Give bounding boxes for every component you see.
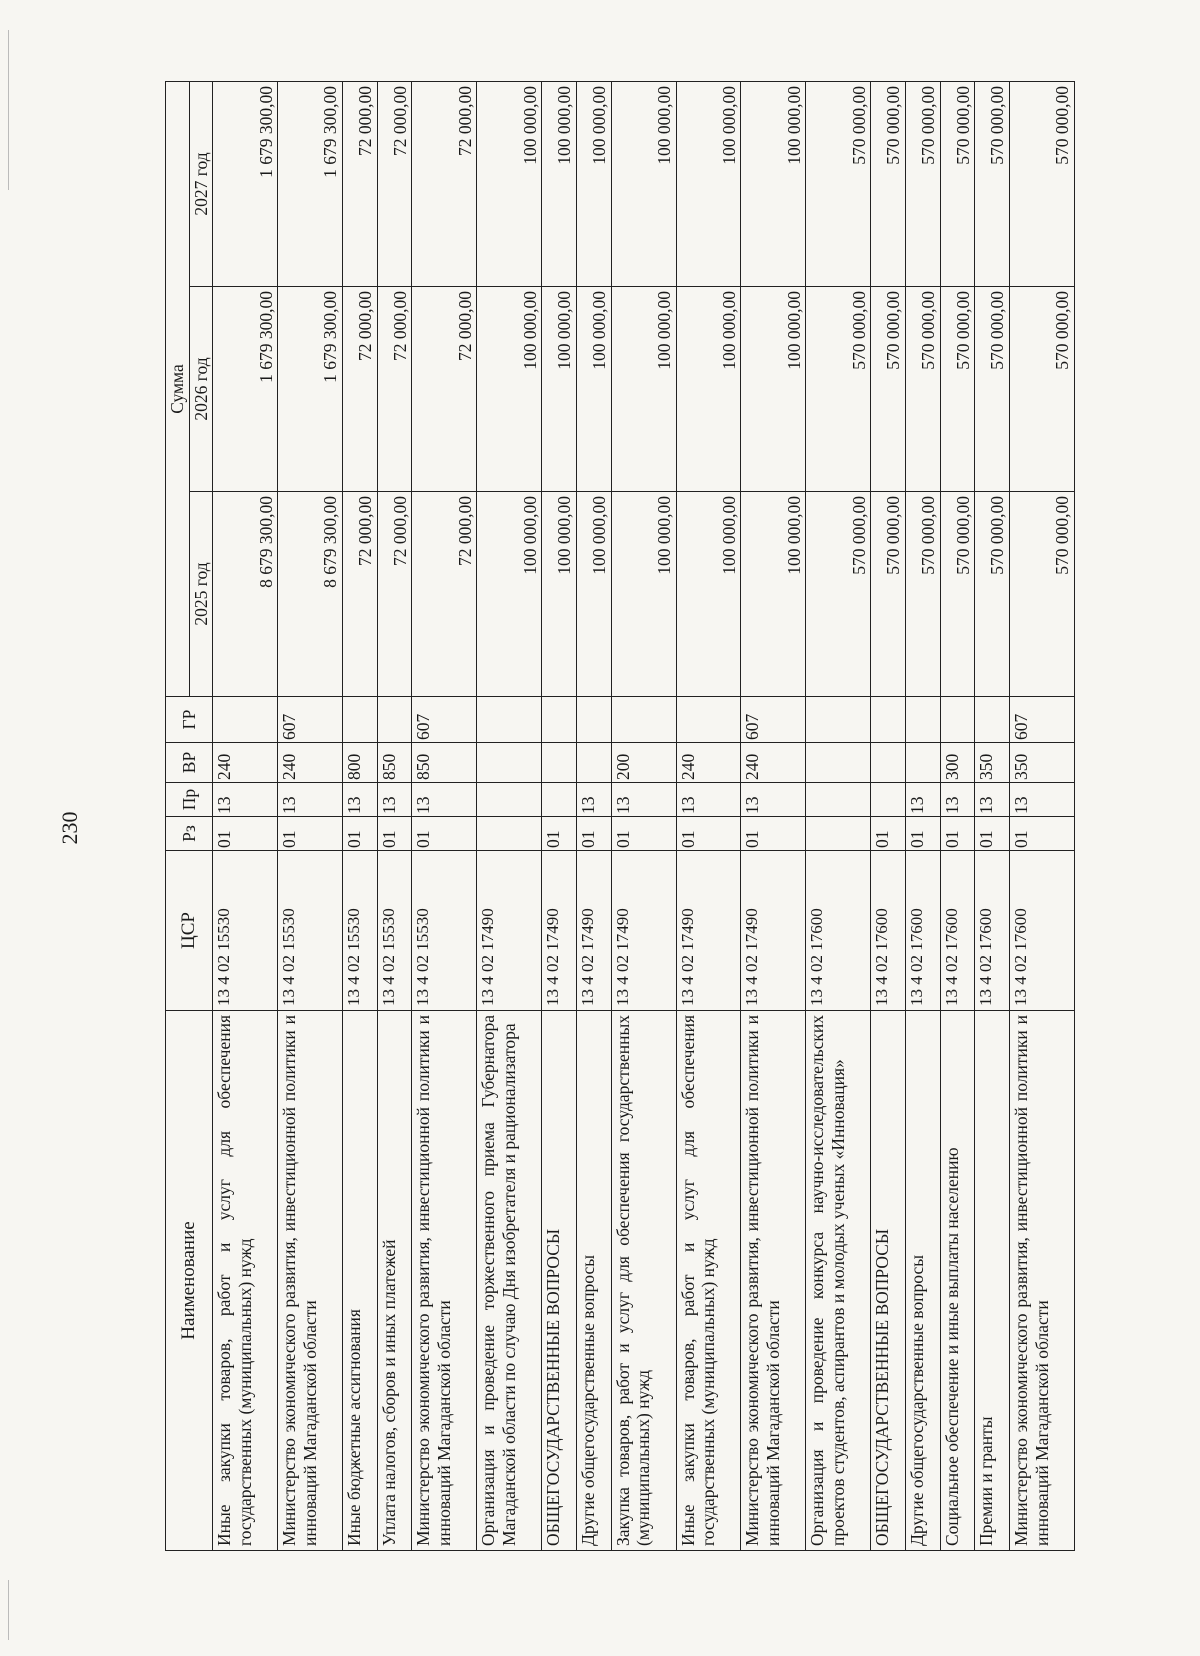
row-vr: 300 <box>940 743 975 783</box>
row-vr <box>905 743 940 783</box>
row-name: Другие общегосударственные вопросы <box>576 1011 611 1551</box>
row-vr: 200 <box>611 743 676 783</box>
row-amount-2025: 570 000,00 <box>1009 492 1074 697</box>
row-rz: 01 <box>542 817 577 851</box>
row-amount-2025: 570 000,00 <box>871 492 906 697</box>
row-amount-2027: 570 000,00 <box>975 81 1010 286</box>
table-row <box>278 81 343 1550</box>
header-csr: ЦСР <box>166 851 213 1011</box>
header-2026: 2026 год <box>189 287 213 492</box>
row-pr <box>871 783 906 817</box>
row-amount-2027: 100 000,00 <box>676 81 741 286</box>
row-gr <box>940 697 975 743</box>
row-amount-2026: 570 000,00 <box>905 287 940 492</box>
row-rz: 01 <box>940 817 975 851</box>
row-gr <box>676 697 741 743</box>
row-vr <box>477 743 542 783</box>
row-name: ОБЩЕГОСУДАРСТВЕННЫЕ ВОПРОСЫ <box>871 1011 906 1551</box>
row-csr: 13 4 02 17490 <box>611 851 676 1011</box>
row-amount-2025: 100 000,00 <box>477 492 542 697</box>
row-vr <box>806 743 871 783</box>
row-vr: 800 <box>343 743 378 783</box>
row-gr <box>477 697 542 743</box>
table-row <box>940 81 975 1550</box>
row-rz: 01 <box>975 817 1010 851</box>
row-vr: 240 <box>676 743 741 783</box>
header-gr: ГР <box>166 697 213 743</box>
row-amount-2025: 570 000,00 <box>940 492 975 697</box>
row-rz: 01 <box>905 817 940 851</box>
row-amount-2026: 1 679 300,00 <box>213 287 278 492</box>
row-vr: 850 <box>412 743 477 783</box>
row-name: Министерство экономического развития, инвестиционной политики и инноваций Магаданской области <box>1009 1011 1074 1551</box>
row-pr: 13 <box>278 783 343 817</box>
row-gr: 607 <box>278 697 343 743</box>
row-pr: 13 <box>213 783 278 817</box>
row-amount-2026: 570 000,00 <box>1009 287 1074 492</box>
row-gr <box>871 697 906 743</box>
row-vr: 240 <box>278 743 343 783</box>
row-pr: 13 <box>576 783 611 817</box>
row-amount-2026: 100 000,00 <box>477 287 542 492</box>
row-gr <box>975 697 1010 743</box>
row-amount-2026: 100 000,00 <box>611 287 676 492</box>
row-rz: 01 <box>676 817 741 851</box>
row-gr <box>377 697 412 743</box>
table-row <box>542 81 577 1550</box>
header-row <box>166 81 190 1550</box>
row-amount-2025: 72 000,00 <box>343 492 378 697</box>
row-vr: 240 <box>213 743 278 783</box>
header-rz: Рз <box>166 817 213 851</box>
scan-edge <box>8 30 9 190</box>
row-amount-2025: 570 000,00 <box>975 492 1010 697</box>
row-rz: 01 <box>1009 817 1074 851</box>
row-name: Организация и проведение конкурса научно-исследовательских проектов студентов, аспирантов и молодых ученых «Инновация» <box>806 1011 871 1551</box>
row-amount-2026: 570 000,00 <box>940 287 975 492</box>
row-name: Министерство экономического развития, инвестиционной политики и инноваций Магаданской области <box>278 1011 343 1551</box>
row-amount-2026: 100 000,00 <box>741 287 806 492</box>
row-amount-2027: 100 000,00 <box>477 81 542 286</box>
row-vr <box>542 743 577 783</box>
row-name: ОБЩЕГОСУДАРСТВЕННЫЕ ВОПРОСЫ <box>542 1011 577 1551</box>
table-row <box>806 81 871 1550</box>
row-gr <box>806 697 871 743</box>
row-gr <box>213 697 278 743</box>
row-pr: 13 <box>676 783 741 817</box>
table-row <box>611 81 676 1550</box>
row-name: Иные бюджетные ассигнования <box>343 1011 378 1551</box>
table-row <box>676 81 741 1550</box>
header-vr: ВР <box>166 743 213 783</box>
row-csr: 13 4 02 17600 <box>940 851 975 1011</box>
table-row <box>975 81 1010 1550</box>
row-amount-2025: 100 000,00 <box>676 492 741 697</box>
row-csr: 13 4 02 17600 <box>871 851 906 1011</box>
row-amount-2025: 100 000,00 <box>741 492 806 697</box>
row-rz <box>477 817 542 851</box>
row-amount-2026: 100 000,00 <box>542 287 577 492</box>
row-amount-2025: 100 000,00 <box>576 492 611 697</box>
row-amount-2027: 100 000,00 <box>542 81 577 286</box>
page-number: 230 <box>57 811 82 845</box>
row-csr: 13 4 02 17490 <box>542 851 577 1011</box>
table-row <box>871 81 906 1550</box>
row-rz: 01 <box>412 817 477 851</box>
table-body <box>213 81 1075 1550</box>
row-name: Иные закупки товаров, работ и услуг для обеспечения государственных (муниципальных) нужд <box>213 1011 278 1551</box>
row-amount-2027: 1 679 300,00 <box>213 81 278 286</box>
row-amount-2027: 1 679 300,00 <box>278 81 343 286</box>
row-amount-2026: 100 000,00 <box>576 287 611 492</box>
table-row <box>905 81 940 1550</box>
row-csr: 13 4 02 15530 <box>278 851 343 1011</box>
row-csr: 13 4 02 15530 <box>412 851 477 1011</box>
row-vr: 350 <box>975 743 1010 783</box>
row-gr <box>576 697 611 743</box>
row-gr: 607 <box>412 697 477 743</box>
row-name: Иные закупки товаров, работ и услуг для обеспечения государственных (муниципальных) нужд <box>676 1011 741 1551</box>
row-amount-2025: 570 000,00 <box>905 492 940 697</box>
row-amount-2025: 8 679 300,00 <box>213 492 278 697</box>
row-amount-2027: 570 000,00 <box>806 81 871 286</box>
row-amount-2026: 570 000,00 <box>871 287 906 492</box>
row-vr <box>871 743 906 783</box>
row-vr: 240 <box>741 743 806 783</box>
row-vr: 850 <box>377 743 412 783</box>
row-pr: 13 <box>343 783 378 817</box>
row-gr: 607 <box>1009 697 1074 743</box>
row-csr: 13 4 02 17600 <box>975 851 1010 1011</box>
row-csr: 13 4 02 15530 <box>213 851 278 1011</box>
row-vr <box>576 743 611 783</box>
row-amount-2027: 72 000,00 <box>343 81 378 286</box>
row-rz: 01 <box>377 817 412 851</box>
row-csr: 13 4 02 17490 <box>477 851 542 1011</box>
row-rz <box>806 817 871 851</box>
row-amount-2025: 72 000,00 <box>377 492 412 697</box>
row-name: Уплата налогов, сборов и иных платежей <box>377 1011 412 1551</box>
row-rz: 01 <box>576 817 611 851</box>
header-sum: Сумма <box>166 81 190 696</box>
row-amount-2027: 100 000,00 <box>611 81 676 286</box>
header-pr: Пр <box>166 783 213 817</box>
row-rz: 01 <box>343 817 378 851</box>
row-gr <box>343 697 378 743</box>
table-row <box>1009 81 1074 1550</box>
header-2027: 2027 год <box>189 81 213 286</box>
row-csr: 13 4 02 17490 <box>676 851 741 1011</box>
row-gr: 607 <box>741 697 806 743</box>
budget-table <box>165 81 1075 1551</box>
row-pr <box>806 783 871 817</box>
scan-edge <box>8 1580 9 1640</box>
header-2025: 2025 год <box>189 492 213 697</box>
row-amount-2026: 72 000,00 <box>377 287 412 492</box>
row-rz: 01 <box>741 817 806 851</box>
table-row <box>343 81 378 1550</box>
table-row <box>741 81 806 1550</box>
row-amount-2026: 570 000,00 <box>975 287 1010 492</box>
row-amount-2027: 570 000,00 <box>871 81 906 286</box>
row-name: Организация и проведение торжественного приема Губернатора Магаданской области по случаю Дня изобретателя и рационализатора <box>477 1011 542 1551</box>
row-rz: 01 <box>611 817 676 851</box>
table-row <box>477 81 542 1550</box>
row-amount-2027: 100 000,00 <box>741 81 806 286</box>
row-amount-2025: 570 000,00 <box>806 492 871 697</box>
row-amount-2027: 570 000,00 <box>940 81 975 286</box>
row-csr: 13 4 02 17490 <box>576 851 611 1011</box>
row-csr: 13 4 02 17600 <box>1009 851 1074 1011</box>
row-csr: 13 4 02 15530 <box>377 851 412 1011</box>
row-gr <box>905 697 940 743</box>
row-pr <box>477 783 542 817</box>
row-csr: 13 4 02 17600 <box>905 851 940 1011</box>
row-name: Закупка товаров, работ и услуг для обеспечения государственных (муниципальных) нужд <box>611 1011 676 1551</box>
row-amount-2026: 100 000,00 <box>676 287 741 492</box>
row-pr: 13 <box>412 783 477 817</box>
row-name: Социальное обеспечение и иные выплаты населению <box>940 1011 975 1551</box>
row-amount-2026: 72 000,00 <box>343 287 378 492</box>
row-csr: 13 4 02 17600 <box>806 851 871 1011</box>
row-rz: 01 <box>871 817 906 851</box>
row-pr: 13 <box>975 783 1010 817</box>
row-amount-2027: 72 000,00 <box>412 81 477 286</box>
table-row <box>576 81 611 1550</box>
row-amount-2025: 72 000,00 <box>412 492 477 697</box>
row-vr: 350 <box>1009 743 1074 783</box>
budget-table-rotated <box>165 81 1075 1551</box>
row-pr: 13 <box>377 783 412 817</box>
row-amount-2026: 1 679 300,00 <box>278 287 343 492</box>
row-amount-2025: 100 000,00 <box>542 492 577 697</box>
table-row <box>412 81 477 1550</box>
row-amount-2025: 100 000,00 <box>611 492 676 697</box>
row-gr <box>542 697 577 743</box>
row-amount-2027: 72 000,00 <box>377 81 412 286</box>
row-amount-2027: 570 000,00 <box>905 81 940 286</box>
row-amount-2027: 100 000,00 <box>576 81 611 286</box>
table-row <box>377 81 412 1550</box>
row-name: Другие общегосударственные вопросы <box>905 1011 940 1551</box>
row-csr: 13 4 02 15530 <box>343 851 378 1011</box>
row-pr <box>542 783 577 817</box>
row-pr: 13 <box>905 783 940 817</box>
row-gr <box>611 697 676 743</box>
row-amount-2026: 570 000,00 <box>806 287 871 492</box>
row-name: Министерство экономического развития, инвестиционной политики и инноваций Магаданской области <box>741 1011 806 1551</box>
row-amount-2025: 8 679 300,00 <box>278 492 343 697</box>
row-pr: 13 <box>741 783 806 817</box>
row-pr: 13 <box>611 783 676 817</box>
header-name: Наименование <box>166 1011 213 1551</box>
row-name: Премии и гранты <box>975 1011 1010 1551</box>
row-rz: 01 <box>278 817 343 851</box>
row-rz: 01 <box>213 817 278 851</box>
table-row <box>213 81 278 1550</box>
row-pr: 13 <box>940 783 975 817</box>
row-amount-2026: 72 000,00 <box>412 287 477 492</box>
row-csr: 13 4 02 17490 <box>741 851 806 1011</box>
row-pr: 13 <box>1009 783 1074 817</box>
row-amount-2027: 570 000,00 <box>1009 81 1074 286</box>
row-name: Министерство экономического развития, инвестиционной политики и инноваций Магаданской области <box>412 1011 477 1551</box>
